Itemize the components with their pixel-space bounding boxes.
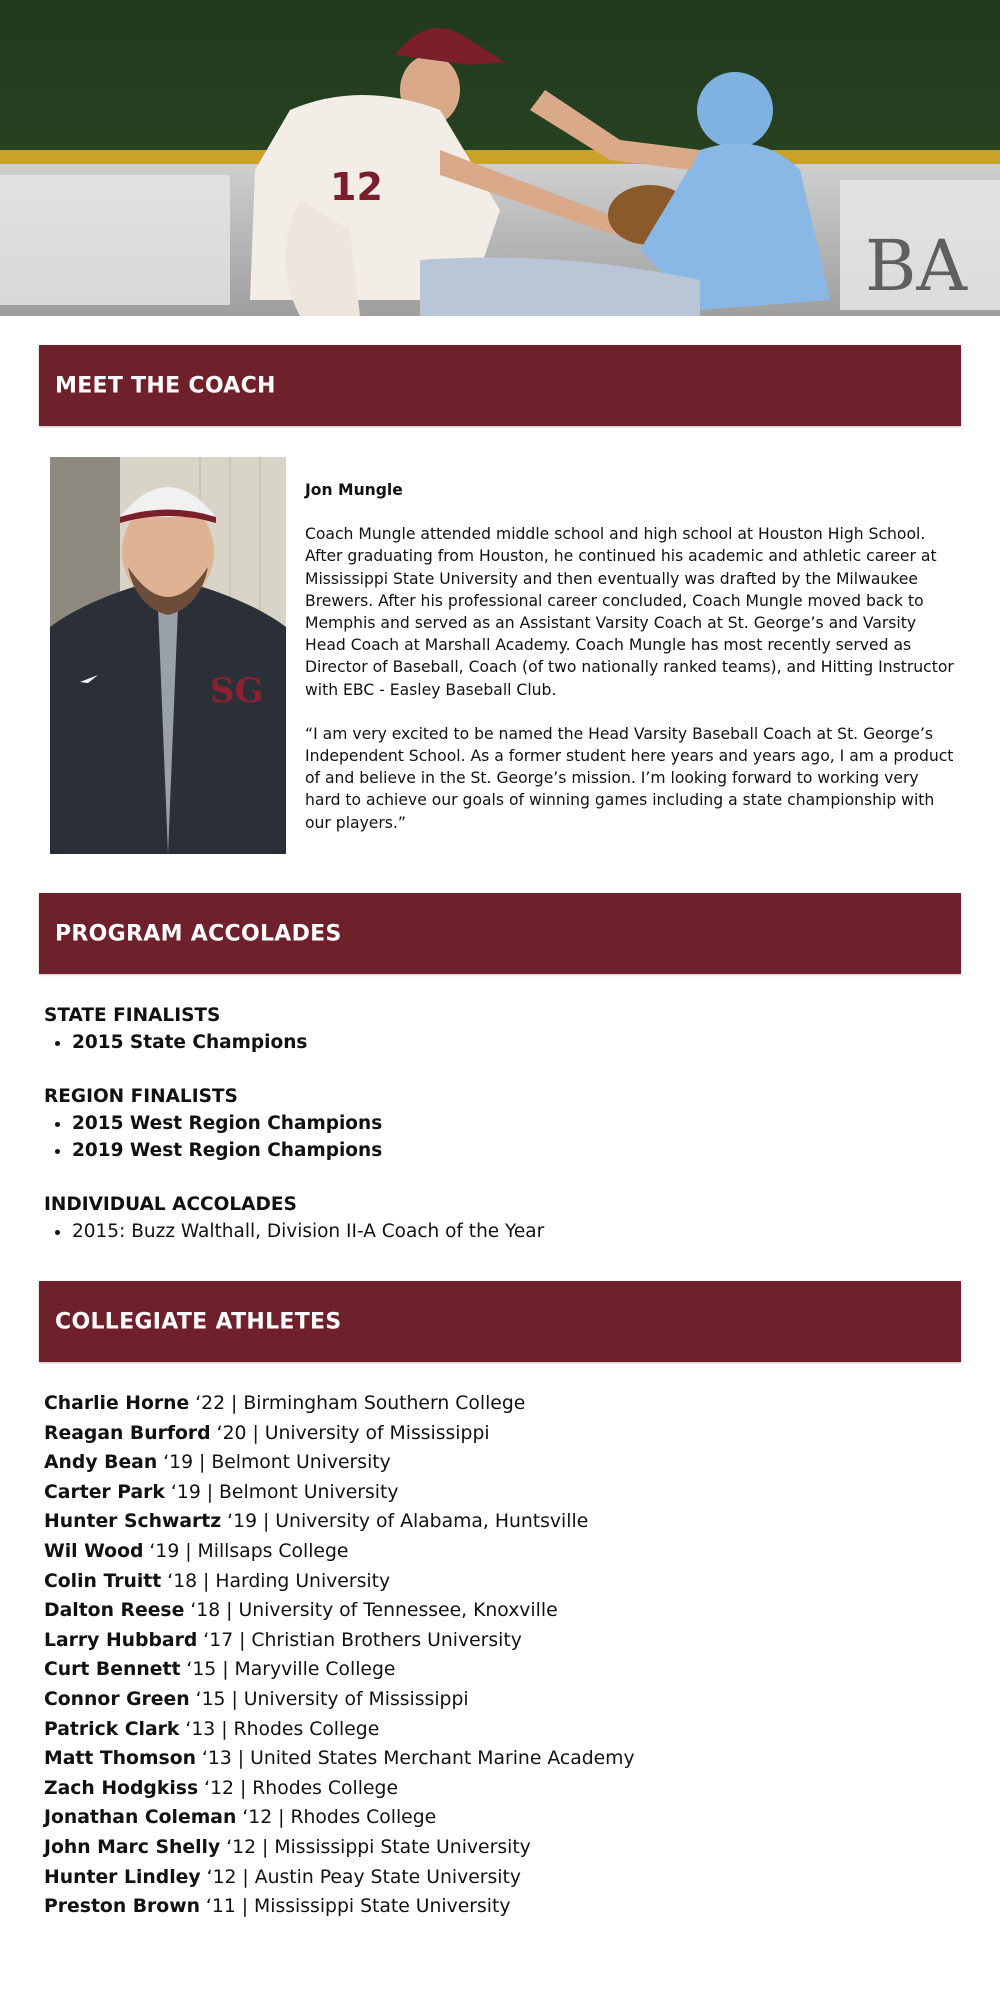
coach-quote-paragraph: “I am very excited to be named the Head Varsity Baseball Coach at St. George’s Independent School. As a former student here years and years ago, I am a product of and believe in the St. George’s mission. I’m looking forward to working very hard to achieve our goals of winning games including a state championship with our players.” (305, 724, 954, 832)
accolade-item: • 2015 State Champions (72, 1029, 944, 1056)
athlete-row (44, 1419, 944, 1449)
athlete-row (44, 1507, 944, 1537)
accolade-heading: INDIVIDUAL ACCOLADES (44, 1194, 297, 1215)
athlete-detail: ‘19 | Millsaps College (143, 1540, 349, 1562)
athlete-name: Connor Green (44, 1688, 190, 1710)
athlete-row (44, 1596, 944, 1626)
athlete-detail: ‘12 | Rhodes College (236, 1807, 437, 1829)
athlete-row (44, 1715, 944, 1745)
athlete-row (44, 1685, 944, 1715)
accolade-item: • 2019 West Region Champions (72, 1137, 944, 1164)
athlete-detail: ‘12 | Austin Peay State University (200, 1866, 521, 1888)
athlete-detail: ‘18 | Harding University (161, 1570, 391, 1592)
coach-name: Jon Mungle (305, 481, 403, 499)
athlete-detail: ‘22 | Birmingham Southern College (189, 1393, 526, 1414)
svg-text:12: 12 (330, 165, 383, 209)
section-bar-coach (39, 345, 961, 426)
section-title-accolades: PROGRAM ACCOLADES (55, 921, 342, 946)
athlete-name: Jonathan Coleman (44, 1807, 237, 1829)
svg-text:SG: SG (210, 671, 264, 711)
athlete-row (44, 1655, 944, 1685)
athlete-row (44, 1833, 944, 1863)
hero-image (0, 0, 1000, 316)
coach-portrait-graphic (50, 457, 286, 854)
accolade-group-region (44, 1083, 944, 1164)
coach-photo (50, 457, 286, 854)
athlete-row (44, 1803, 944, 1833)
athlete-name: Larry Hubbard (44, 1629, 198, 1651)
athlete-name: Hunter Schwartz (44, 1511, 222, 1533)
athlete-name: Colin Truitt (44, 1570, 162, 1592)
athlete-row (44, 1478, 944, 1508)
athlete-name: Carter Park (44, 1481, 165, 1503)
accolade-group-individual (44, 1191, 944, 1245)
accolade-heading: REGION FINALISTS (44, 1086, 238, 1107)
athlete-detail: ‘11 | Mississippi State University (199, 1896, 511, 1918)
athlete-name: Charlie Horne (44, 1393, 190, 1414)
athlete-detail: ‘18 | University of Tennessee, Knoxville (184, 1600, 558, 1622)
athlete-row (44, 1744, 944, 1774)
athlete-detail: ‘19 | Belmont University (164, 1481, 399, 1503)
athlete-row (44, 1389, 944, 1419)
athlete-detail: ‘15 | Maryville College (180, 1659, 396, 1681)
athlete-detail: ‘12 | Rhodes College (198, 1777, 398, 1799)
athlete-detail: ‘12 | Mississippi State University (220, 1836, 531, 1858)
athlete-row (44, 1892, 944, 1922)
coach-bio-paragraph: Coach Mungle attended middle school and high school at Houston High School. After graduating from Houston, he continued his academic and athletic career at Mississippi State University and then eventually was drafted by the Milwaukee Brewers. After his professional career concluded, Coach Mungle moved back to Memphis and served as an Assistant Varsity Coach at St. George’s and Varsity Head Coach at Marshall Academy. Coach Mungle has most recently served as Director of Baseball, Coach (of two nationally ranked teams), and Hitting Instructor with EBC - Easley Baseball Club. (305, 525, 954, 699)
athlete-name: Hunter Lindley (44, 1866, 201, 1888)
accolade-group-state (44, 1002, 944, 1056)
coach-bio (305, 479, 955, 856)
athlete-row (44, 1537, 944, 1567)
athlete-name: John Marc Shelly (44, 1836, 221, 1858)
hero-photo-graphic (0, 0, 1000, 316)
athlete-name: Zach Hodgkiss (44, 1777, 199, 1799)
athlete-name: Wil Wood (44, 1540, 144, 1562)
athletes-list (44, 1389, 944, 1922)
athlete-name: Preston Brown (44, 1896, 200, 1918)
athlete-name: Dalton Reese (44, 1600, 185, 1622)
athlete-name: Matt Thomson (44, 1748, 196, 1770)
athlete-row (44, 1567, 944, 1597)
athlete-name: Reagan Burford (44, 1422, 211, 1444)
athlete-row (44, 1626, 944, 1656)
athlete-detail: ‘19 | Belmont University (157, 1452, 391, 1474)
athlete-detail: ‘19 | University of Alabama, Huntsville (221, 1511, 589, 1533)
section-bar-athletes (39, 1281, 961, 1362)
athlete-name: Andy Bean (44, 1452, 158, 1474)
accolade-heading: STATE FINALISTS (44, 1005, 221, 1026)
accolade-item: • 2015 West Region Champions (72, 1110, 944, 1137)
athlete-row (44, 1774, 944, 1804)
svg-text:BA: BA (865, 225, 967, 307)
section-title-coach: MEET THE COACH (55, 373, 276, 398)
athlete-row (44, 1863, 944, 1893)
athlete-detail: ‘13 | Rhodes College (179, 1718, 380, 1740)
accolades-list (44, 1002, 944, 1272)
athlete-detail: ‘17 | Christian Brothers University (197, 1629, 522, 1651)
section-bar-accolades (39, 893, 961, 974)
athlete-detail: ‘15 | University of Mississippi (189, 1688, 469, 1710)
athlete-name: Curt Bennett (44, 1659, 181, 1681)
athlete-detail: ‘13 | United States Merchant Marine Academy (195, 1748, 635, 1770)
athlete-detail: ‘20 | University of Mississippi (210, 1422, 490, 1444)
accolade-item: • 2015: Buzz Walthall, Division II-A Coach of the Year (72, 1218, 944, 1245)
athlete-name: Patrick Clark (44, 1718, 180, 1740)
section-title-athletes: COLLEGIATE ATHLETES (55, 1309, 342, 1334)
athlete-row (44, 1448, 944, 1478)
